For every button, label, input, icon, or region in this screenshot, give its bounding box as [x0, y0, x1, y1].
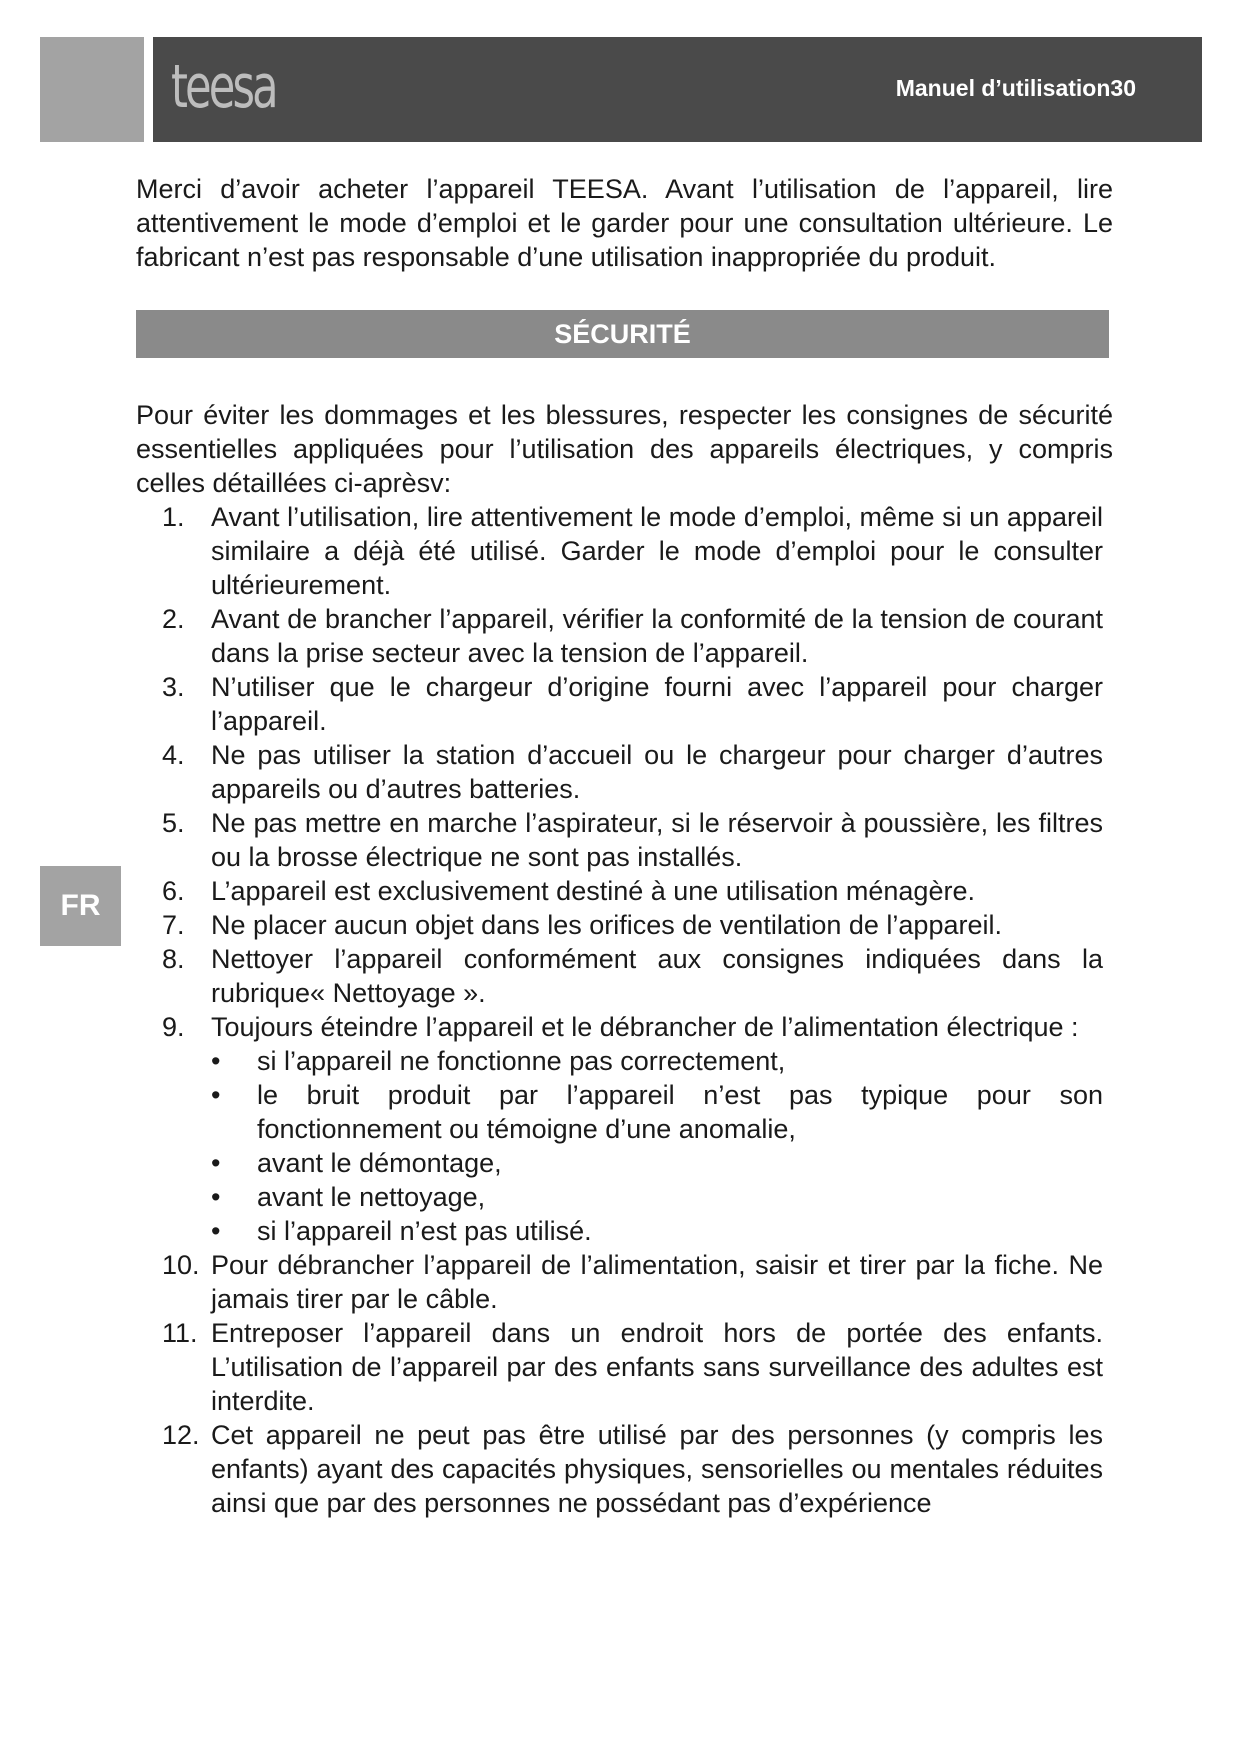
sub-list-item — [136, 1078, 1103, 1146]
item-number: 1. — [162, 502, 185, 532]
item-text: Ne placer aucun objet dans les orifices de ventilation de l’appareil. — [211, 910, 1002, 940]
item-text: Avant de brancher l’appareil, vérifier la conformité de la tension de courant dans la prise secteur avec la tension de l’appareil. — [211, 604, 1103, 668]
bullet-icon: • — [211, 1148, 221, 1178]
bullet-icon: • — [211, 1216, 221, 1246]
item-number: 11. — [162, 1318, 198, 1348]
item-number: 10. — [162, 1250, 200, 1280]
item-text: L’appareil est exclusivement destiné à une utilisation ménagère. — [211, 876, 975, 906]
safety-list — [136, 500, 1113, 1520]
item-number: 4. — [162, 740, 185, 770]
list-item — [136, 1418, 1103, 1520]
sub-item-text: avant le démontage, — [257, 1148, 502, 1178]
item-text: Nettoyer l’appareil conformément aux consignes indiquées dans la rubrique« Nettoyage ». — [211, 944, 1103, 1008]
language-tab: FR — [40, 866, 121, 946]
list-item — [136, 1316, 1103, 1418]
list-item — [136, 1010, 1103, 1248]
sub-item-text: avant le nettoyage, — [257, 1182, 486, 1212]
sub-item-text: le bruit produit par l’appareil n’est pas typique pour son fonctionnement ou témoigne d’une anomalie, — [257, 1080, 1103, 1144]
sub-list-item — [136, 1146, 1103, 1180]
bullet-icon: • — [211, 1080, 221, 1110]
item-text: Entreposer l’appareil dans un endroit hors de portée des enfants. L’utilisation de l’appareil par des enfants sans surveillance des adultes est interdite. — [211, 1318, 1103, 1416]
manual-title: Manuel d’utilisation30 — [895, 75, 1136, 101]
list-item — [136, 738, 1103, 806]
list-item — [136, 908, 1103, 942]
page-content — [136, 172, 1113, 1520]
item-number: 2. — [162, 604, 185, 634]
sub-list-item — [136, 1180, 1103, 1214]
sub-item-text: si l’appareil n’est pas utilisé. — [257, 1216, 592, 1246]
page-header — [40, 37, 1202, 142]
item-number: 5. — [162, 808, 185, 838]
list-item — [136, 500, 1103, 602]
section-lead: Pour éviter les dommages et les blessures, respecter les consignes de sécurité essentielles appliquées pour l’utilisation des appareils électriques, y compris celles détaillées ci-aprèsv: — [136, 400, 1113, 498]
item-text: Ne pas mettre en marche l’aspirateur, si le réservoir à poussière, les filtres ou la brosse électrique ne sont pas installés. — [211, 808, 1103, 872]
sub-list — [211, 1044, 1103, 1248]
list-item — [136, 874, 1103, 908]
sub-item-text: si l’appareil ne fonctionne pas correctement, — [257, 1046, 786, 1076]
brand-logo: teesa — [171, 52, 276, 122]
item-text: Pour débrancher l’appareil de l’alimentation, saisir et tirer par la fiche. Ne jamais tirer par le câble. — [211, 1250, 1103, 1314]
item-text: Toujours éteindre l’appareil et le débrancher de l’alimentation électrique : — [211, 1012, 1079, 1042]
section-heading: SÉCURITÉ — [136, 310, 1109, 358]
item-text: Cet appareil ne peut pas être utilisé par des personnes (y compris les enfants) ayant des capacités physiques, sensorielles ou mentales réduites ainsi que par des personnes ne possédant pas d’expérience — [211, 1420, 1103, 1518]
sub-list-item — [136, 1214, 1103, 1248]
bullet-icon: • — [211, 1182, 221, 1212]
header-gray-block — [40, 37, 144, 142]
item-text: Ne pas utiliser la station d’accueil ou le chargeur pour charger d’autres appareils ou d’autres batteries. — [211, 740, 1103, 804]
list-item — [136, 670, 1103, 738]
item-number: 12. — [162, 1420, 200, 1450]
item-number: 6. — [162, 876, 185, 906]
list-item — [136, 942, 1103, 1010]
item-number: 3. — [162, 672, 185, 702]
item-text: N’utiliser que le chargeur d’origine fourni avec l’appareil pour charger l’appareil. — [211, 672, 1103, 736]
intro-paragraph: Merci d’avoir acheter l’appareil TEESA. Avant l’utilisation de l’appareil, lire attentivement le mode d’emploi et le garder pour une consultation ultérieure. Le fabricant n’est pas responsable d’une utilisation inappropriée du produit. — [136, 174, 1113, 272]
list-item — [136, 806, 1103, 874]
header-separator — [144, 37, 153, 142]
sub-list-item — [136, 1044, 1103, 1078]
item-text: Avant l’utilisation, lire attentivement le mode d’emploi, même si un appareil similaire a déjà été utilisé. Garder le mode d’emploi pour le consulter ultérieurement. — [211, 502, 1103, 600]
item-number: 7. — [162, 910, 185, 940]
list-item — [136, 602, 1103, 670]
list-item — [136, 1248, 1103, 1316]
item-number: 8. — [162, 944, 185, 974]
item-number: 9. — [162, 1012, 185, 1042]
bullet-icon: • — [211, 1046, 221, 1076]
